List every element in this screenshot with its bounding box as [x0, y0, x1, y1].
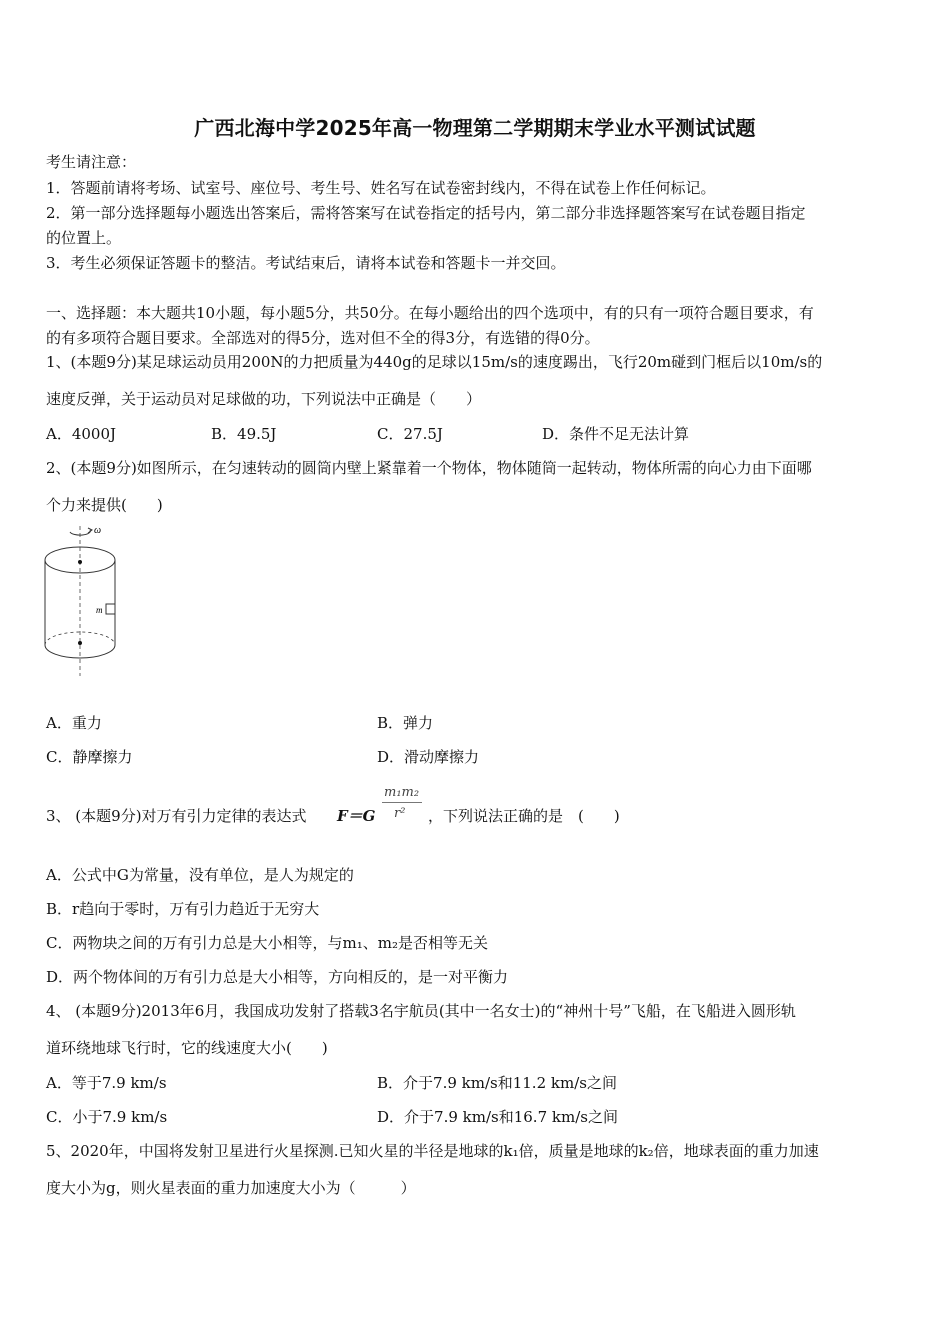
notice-item: 3．考生必须保证答题卡的整洁。考试结束后，请将本试卷和答题卡一并交回。 — [46, 254, 566, 272]
q1-option-b: B．49.5J — [211, 425, 277, 443]
question-4-stem: 道环绕地球飞行时，它的线速度大小( ) — [46, 1039, 328, 1057]
question-3-stem-suffix: ，下列说法正确的是 ( ) — [428, 807, 620, 825]
question-3-stem: 3、 (本题9分)对万有引力定律的表达式 — [46, 807, 307, 825]
q3-option-d: D．两个物体间的万有引力总是大小相等，方向相反的，是一对平衡力 — [46, 968, 509, 986]
q3-option-c: C．两物块之间的万有引力总是大小相等，与m₁、m₂是否相等无关 — [46, 934, 488, 952]
notice-item: 的位置上。 — [46, 229, 122, 247]
q1-option-a: A．4000J — [46, 425, 117, 443]
formula-denominator: r² — [394, 806, 406, 821]
q3-option-a: A．公式中G为常量，没有单位，是人为规定的 — [46, 866, 354, 884]
fraction-bar — [382, 802, 422, 803]
omega-label: ω — [94, 525, 102, 536]
notice-item: 1．答题前请将考场、试室号、座位号、考生号、姓名写在试卷密封线内，不得在试卷上作任何标记。 — [46, 179, 716, 197]
question-5-stem: 5、2020年，中国将发射卫星进行火星探测.已知火星的半径是地球的k₁倍，质量是地球的k₂倍，地球表面的重力加速 — [46, 1142, 819, 1160]
q4-option-a: A．等于7.9 km/s — [46, 1074, 167, 1092]
q2-option-d: D．滑动摩擦力 — [377, 748, 480, 766]
question-1-stem: 速度反弹，关于运动员对足球做的功，下列说法中正确是（ ） — [46, 390, 482, 408]
formula-numerator: m₁m₂ — [384, 785, 420, 800]
q4-option-d: D．介于7.9 km/s和16.7 km/s之间 — [377, 1108, 618, 1126]
section-instructions: 的有多项符合题目要求。全部选对的得5分，选对但不全的得3分，有选错的得0分。 — [46, 329, 600, 347]
mass-label: m — [96, 605, 103, 615]
notice-item: 2．第一部分选择题每小题选出答案后，需将答案写在试卷指定的括号内，第二部分非选择题答案写在试卷题目指定 — [46, 204, 806, 222]
q4-option-c: C．小于7.9 km/s — [46, 1108, 168, 1126]
section-instructions: 一、选择题：本大题共10小题，每小题5分，共50分。在每小题给出的四个选项中，有的只有一项符合题目要求，有 — [46, 304, 814, 322]
q3-option-b: B．r趋向于零时，万有引力趋近于无穷大 — [46, 900, 320, 918]
question-5-stem: 度大小为g，则火星表面的重力加速度大小为（ ） — [46, 1179, 416, 1197]
q2-option-a: A．重力 — [46, 714, 102, 732]
rotating-cylinder-figure — [40, 520, 130, 680]
notice-heading: 考生请注意： — [46, 153, 137, 171]
q2-option-b: B．弹力 — [377, 714, 434, 732]
q1-option-c: C．27.5J — [377, 425, 443, 443]
question-2-stem: 2、(本题9分)如图所示，在匀速转动的圆筒内壁上紧靠着一个物体，物体随筒一起转动，物体所需的向心力由下面哪 — [46, 459, 812, 477]
mass-block — [106, 604, 115, 614]
q4-option-b: B．介于7.9 km/s和11.2 km/s之间 — [377, 1074, 617, 1092]
question-4-stem: 4、 (本题9分)2013年6月，我国成功发射了搭载3名宇航员(其中一名女士)的“神州十号”飞船，在飞船进入圆形轨 — [46, 1002, 796, 1020]
page-title: 广西北海中学2025年高一物理第二学期期末学业水平测试试题 — [194, 116, 756, 140]
q1-option-d: D．条件不足无法计算 — [542, 425, 690, 443]
q2-option-c: C．静摩擦力 — [46, 748, 133, 766]
formula-lhs: F＝G — [337, 807, 376, 825]
question-1-stem: 1、(本题9分)某足球运动员用200N的力把质量为440g的足球以15m/s的速度踢出，飞行20m碰到门框后以10m/s的 — [46, 353, 823, 371]
question-2-stem: 个力来提供( ) — [46, 496, 163, 514]
